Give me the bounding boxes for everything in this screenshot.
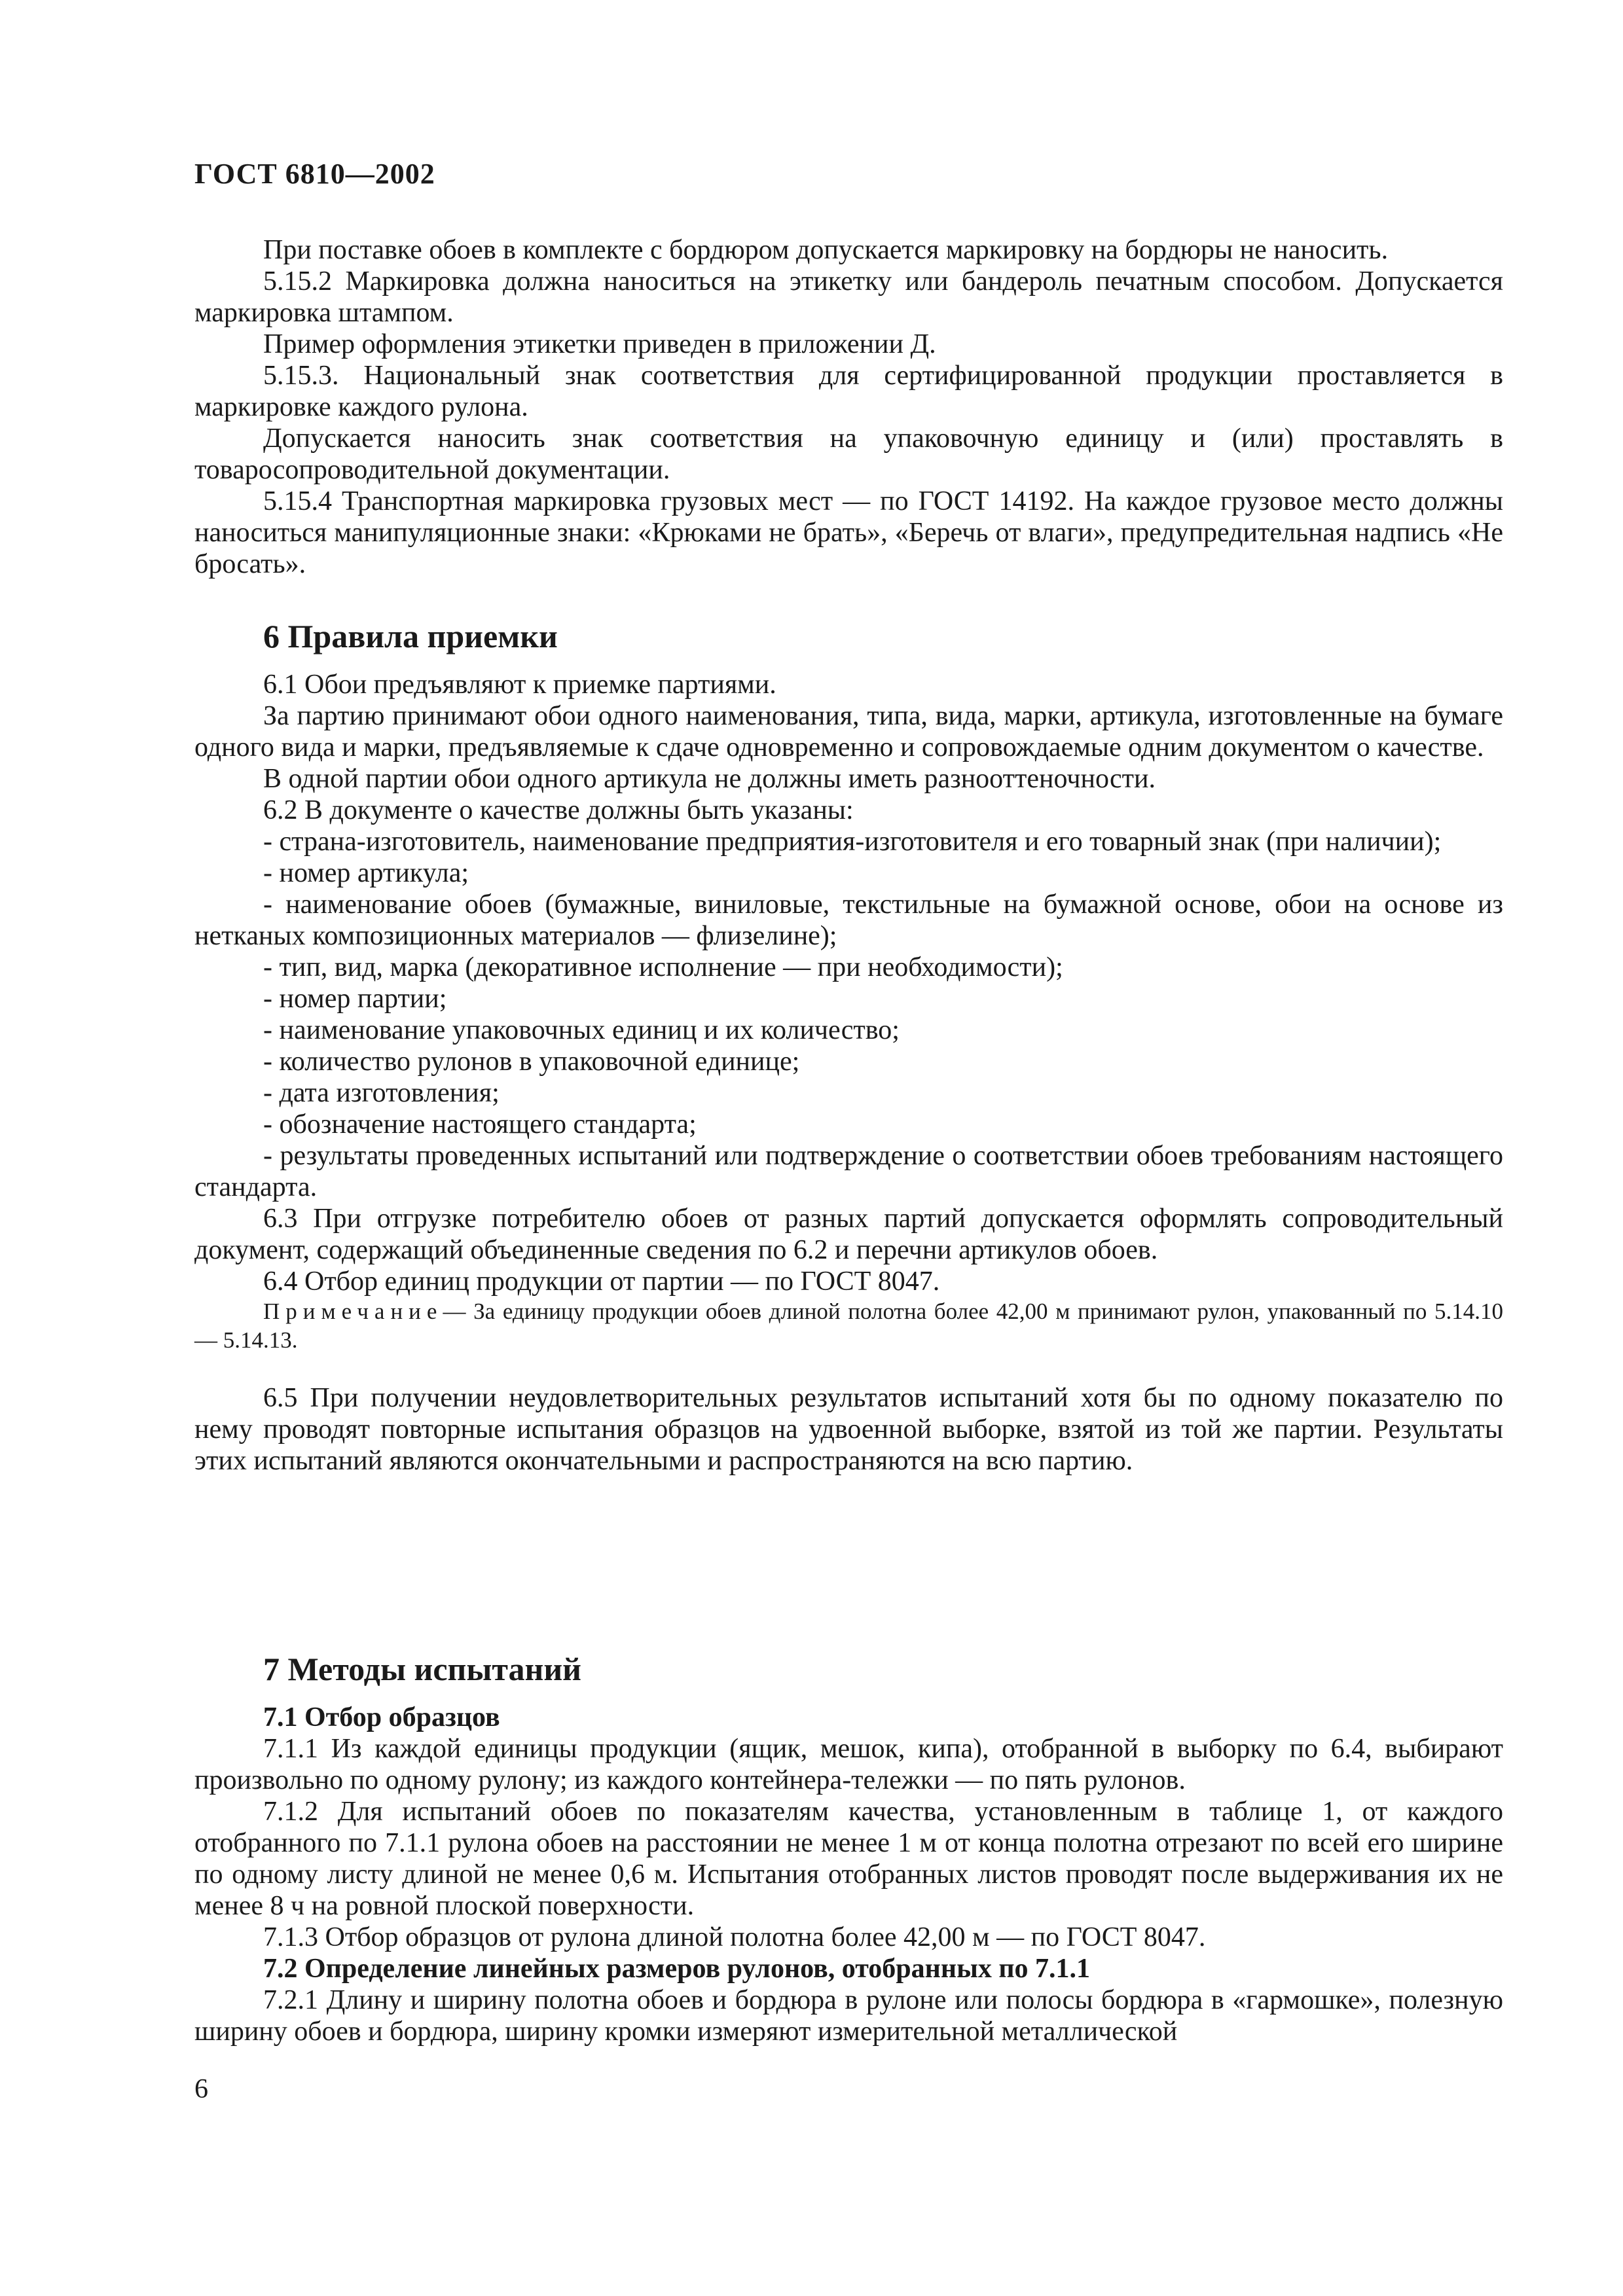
list-item: - номер партии; [263,984,447,1014]
list-item: - страна-изготовитель, наименование предприятия-изготовителя и его товарный знак (при наличии); [263,827,1442,857]
standard-header: ГОСТ 6810—2002 [194,158,435,190]
list-item: - результаты проведенных испытаний или подтверждение о соответствии обоев требованиям настоящего стандарта. [194,1141,1503,1202]
paragraph: 5.15.4 Транспортная маркировка грузовых мест — по ГОСТ 14192. На каждое грузовое место должны наноситься манипуляционные знаки: «Крюками не брать», «Беречь от влаги», предупредительная надпись «Не бросать». [194,486,1503,579]
paragraph: 5.15.3. Национальный знак соответствия для сертифицированной продукции проставляется в маркировке каждого рулона. [194,361,1503,422]
note-label: Примечание [263,1299,443,1324]
paragraph: В одной партии обои одного артикула не должны иметь разнооттеночности. [263,764,1156,794]
list-item: - дата изготовления; [263,1078,500,1108]
note-text: — За единицу продукции обоев длиной полотна более 42,00 м принимают рулон, упакованный по 5.14.10 — 5.14.13. [194,1299,1503,1353]
section-6 [194,617,1503,1477]
subsection-heading: 7.1 Отбор образцов [263,1702,500,1732]
page-number: 6 [194,2074,208,2104]
list-item: - номер артикула; [263,858,469,888]
subsection-heading: 7.2 Определение линейных размеров рулонов, отобранных по 7.1.1 [263,1954,1091,1984]
paragraph: 7.1.3 Отбор образцов от рулона длиной полотна более 42,00 м — по ГОСТ 8047. [263,1922,1206,1952]
list-item: - обозначение настоящего стандарта; [263,1109,697,1139]
list-item: - наименование обоев (бумажные, виниловые, текстильные на бумажной основе, обои на основе из нетканых композиционных материалов — флизелине); [194,889,1503,951]
paragraph: Пример оформления этикетки приведен в приложении Д. [263,329,936,359]
paragraph: 7.1.1 Из каждой единицы продукции (ящик, мешок, кипа), отобранной в выборку по 6.4, выбирают произвольно по одному рулону; из каждого контейнера-тележки — по пять рулонов. [194,1734,1503,1795]
paragraph: 6.2 В документе о качестве должны быть указаны: [263,795,854,825]
paragraph: 6.4 Отбор единиц продукции от партии — по ГОСТ 8047. [263,1266,940,1297]
section-heading: 6 Правила приемки [263,618,558,655]
note [194,1297,1503,1355]
list-item: - наименование упаковочных единиц и их количество; [263,1015,900,1045]
body-text [194,234,1503,580]
list-item: - тип, вид, марка (декоративное исполнение — при необходимости); [263,952,1063,982]
paragraph: 5.15.2 Маркировка должна наноситься на этикетку или бандероль печатным способом. Допускается маркировка штампом. [194,266,1503,328]
paragraph: При поставке обоев в комплекте с бордюром допускается маркировку на бордюры не наносить. [263,235,1389,265]
paragraph: 6.5 При получении неудовлетворительных результатов испытаний хотя бы по одному показателю по нему проводят повторные испытания образцов на удвоенной выборке, взятой из той же партии. Результаты этих испытаний являются окончательными и распространяются на всю партию. [194,1383,1503,1476]
paragraph: 6.3 При отгрузке потребителю обоев от разных партий допускается оформлять сопроводительный документ, содержащий объединенные сведения по 6.2 и перечни артикулов обоев. [194,1204,1503,1265]
paragraph: 6.1 Обои предъявляют к приемке партиями. [263,670,776,700]
section-7 [194,1649,1503,2047]
section-heading: 7 Методы испытаний [263,1651,581,1687]
paragraph: 7.1.2 Для испытаний обоев по показателям качества, установленным в таблице 1, от каждого отобранного по 7.1.1 рулона обоев на расстоянии не менее 1 м от конца полотна отрезают по всей его ширине по одному листу длиной не менее 0,6 м. Испытания отобранных листов проводят после выдерживания их не менее 8 ч на ровной плоской поверхности. [194,1797,1503,1921]
paragraph: За партию принимают обои одного наименования, типа, вида, марки, артикула, изготовленные на бумаге одного вида и марки, предъявляемые к сдаче одновременно и сопровождаемые одним документом о качестве. [194,701,1503,762]
paragraph: Допускается наносить знак соответствия на упаковочную единицу и (или) проставлять в товаросопроводительной документации. [194,423,1503,485]
paragraph: 7.2.1 Длину и ширину полотна обоев и бордюра в рулоне или полосы бордюра в «гармошке», полезную ширину обоев и бордюра, ширину кромки измеряют измерительной металлической [194,1985,1503,2047]
list-item: - количество рулонов в упаковочной единице; [263,1047,800,1077]
